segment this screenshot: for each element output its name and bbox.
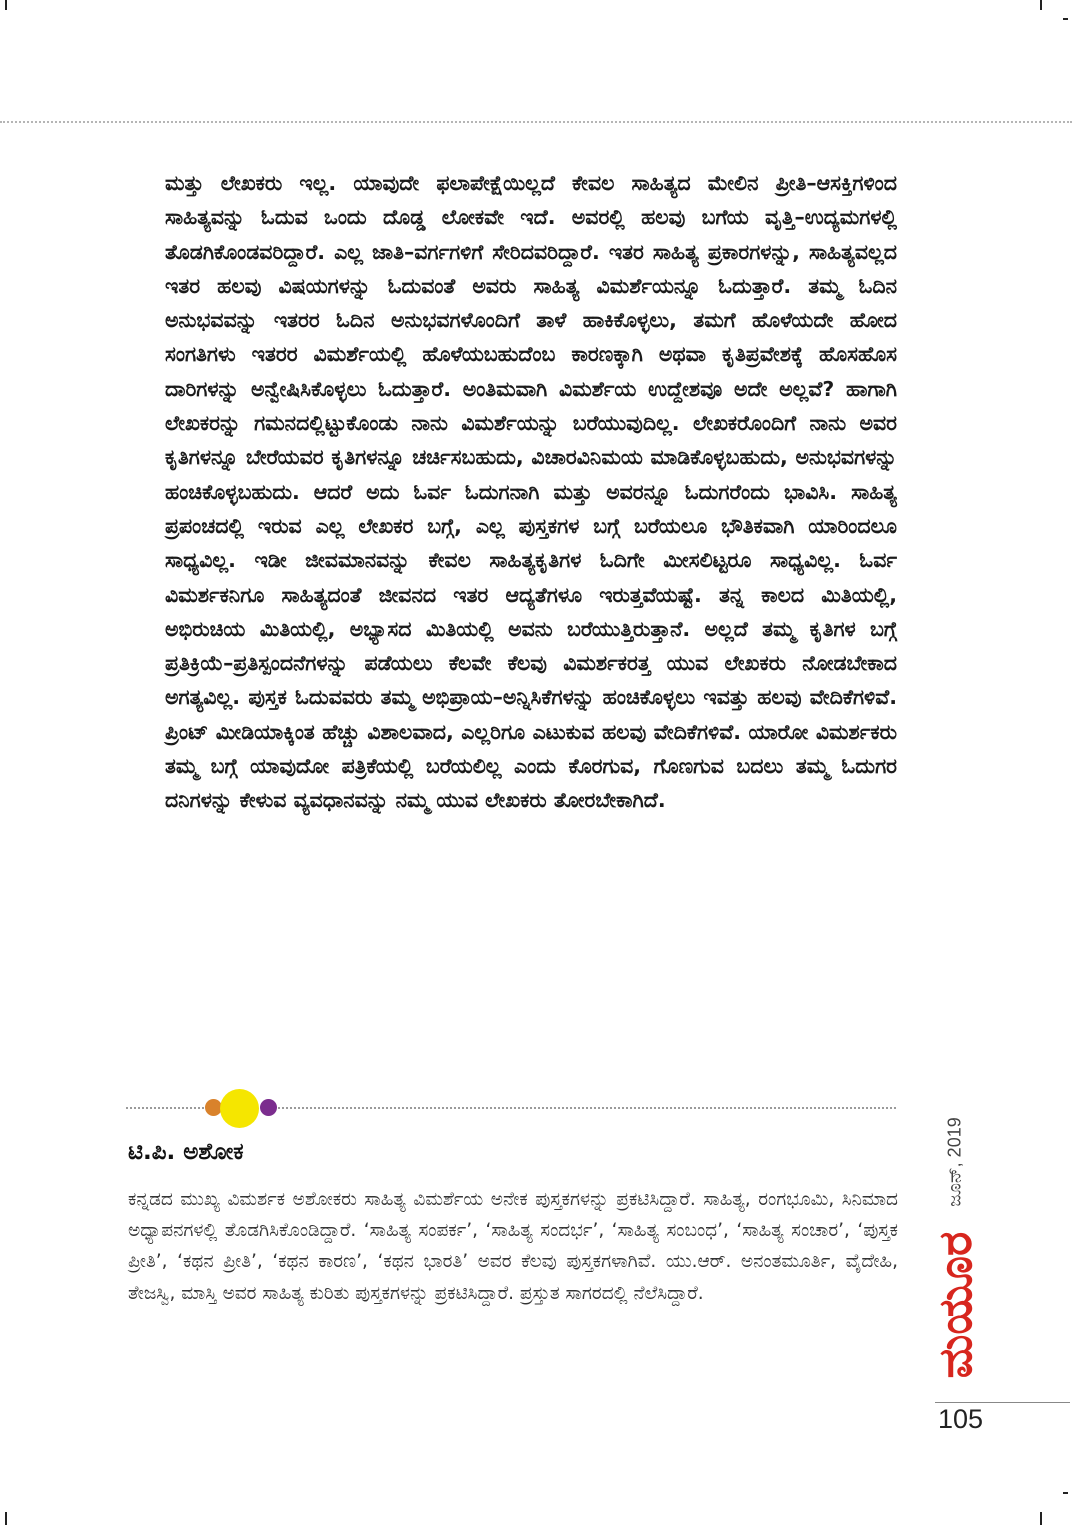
magazine-logo: ಮಯೂರ [928,1231,982,1379]
yellow-dot [220,1089,259,1128]
crop-mark-top-left [5,0,7,10]
author-name: ಟಿ.ಪಿ. ಅಶೋಕ [128,1139,244,1165]
issue-date: ಜೂನ್, 2019 [944,1117,965,1207]
page-number: 105 [938,1404,984,1434]
purple-dot [260,1099,277,1116]
crop-mark-right-upper [1063,18,1068,20]
top-dotted-rule [0,121,1072,123]
crop-mark-bottom-right [1040,1512,1042,1525]
crop-mark-top-right [1040,0,1042,10]
author-bio: ಕನ್ನಡದ ಮುಖ್ಯ ವಿಮರ್ಶಕ ಅಶೋಕರು ಸಾಹಿತ್ಯ ವಿಮರ್ಶೆಯ ಅನೇಕ ಪುಸ್ತಕಗಳನ್ನು ಪ್ರಕಟಿಸಿದ್ದಾರೆ. ಸಾಹಿತ್ಯ, ರಂಗಭೂಮಿ, ಸಿನಿಮಾದ ಅಧ್ಯಾಪನಗಳಲ್ಲಿ ತೊಡಗಿಸಿಕೊಂಡಿದ್ದಾರೆ. ‘ಸಾಹಿತ್ಯ ಸಂಪರ್ಕ’, ‘ಸಾಹಿತ್ಯ ಸಂದರ್ಭ’, ‘ಸಾಹಿತ್ಯ ಸಂಬಂಧ’, ‘ಸಾಹಿತ್ಯ ಸಂಚಾರ’, ‘ಪುಸ್ತಕ ಪ್ರೀತಿ’, ‘ಕಥನ ಪ್ರೀತಿ’, ‘ಕಥನ ಕಾರಣ’, ‘ಕಥನ ಭಾರತಿ’ ಅವರ ಕೆಲವು ಪುಸ್ತಕಗಳಾಗಿವೆ. ಯು.ಆರ್. ಅನಂತಮೂರ್ತಿ, ವೈದೇಹಿ, ತೇಜಸ್ವಿ, ಮಾಸ್ತಿ ಅವರ ಸಾಹಿತ್ಯ ಕುರಿತು ಪುಸ್ತಕಗಳನ್ನು ಪ್ರಕಟಿಸಿದ್ದಾರೆ. ಪ್ರಸ್ತುತ ಸಾಗರದಲ್ಲಿ ನೆಲೆಸಿದ್ದಾರೆ. [128,1189,898,1304]
bio-dotted-rule-right [278,1107,896,1109]
crop-mark-bottom-left [5,1512,7,1525]
crop-mark-right-lower [1063,1492,1068,1494]
article-paragraph: ಮತ್ತು ಲೇಖಕರು ಇಲ್ಲ. ಯಾವುದೇ ಫಲಾಪೇಕ್ಷೆಯಿಲ್ಲದೆ ಕೇವಲ ಸಾಹಿತ್ಯದ ಮೇಲಿನ ಪ್ರೀತಿ–ಆಸಕ್ತಿಗಳಿಂದ ಸಾಹಿತ್ಯವನ್ನು ಓದುವ ಒಂದು ದೊಡ್ಡ ಲೋಕವೇ ಇದೆ. ಅವರಲ್ಲಿ ಹಲವು ಬಗೆಯ ವೃತ್ತಿ–ಉದ್ಯಮಗಳಲ್ಲಿ ತೊಡಗಿಕೊಂಡವರಿದ್ದಾರೆ. ಎಲ್ಲ ಜಾತಿ–ವರ್ಗಗಳಿಗೆ ಸೇರಿದವರಿದ್ದಾರೆ. ಇತರ ಸಾಹಿತ್ಯ ಪ್ರಕಾರಗಳನ್ನು, ಸಾಹಿತ್ಯವಲ್ಲದ ಇತರ ಹಲವು ವಿಷಯಗಳನ್ನು ಓದುವಂತೆ ಅವರು ಸಾಹಿತ್ಯ ವಿಮರ್ಶೆಯನ್ನೂ ಓದುತ್ತಾರೆ. ತಮ್ಮ ಓದಿನ ಅನುಭವವನ್ನು ಇತರರ ಓದಿನ ಅನುಭವಗಳೊಂದಿಗೆ ತಾಳೆ ಹಾಕಿಕೊಳ್ಳಲು, ತಮಗೆ ಹೊಳೆಯದೇ ಹೋದ ಸಂಗತಿಗಳು ಇತರರ ವಿಮರ್ಶೆಯಲ್ಲಿ ಹೊಳೆಯಬಹುದೆಂಬ ಕಾರಣಕ್ಕಾಗಿ ಅಥವಾ ಕೃತಿಪ್ರವೇಶಕ್ಕೆ ಹೊಸಹೊಸ ದಾರಿಗಳನ್ನು ಅನ್ವೇಷಿಸಿಕೊಳ್ಳಲು ಓದುತ್ತಾರೆ. ಅಂತಿಮವಾಗಿ ವಿಮರ್ಶೆಯ ಉದ್ದೇಶವೂ ಅದೇ ಅಲ್ಲವೆ? ಹಾಗಾಗಿ ಲೇಖಕರನ್ನು ಗಮನದಲ್ಲಿಟ್ಟುಕೊಂಡು ನಾನು ವಿಮರ್ಶೆಯನ್ನು ಬರೆಯುವುದಿಲ್ಲ. ಲೇಖಕರೊಂದಿಗೆ ನಾನು ಅವರ ಕೃತಿಗಳನ್ನೂ ಬೇರೆಯವರ ಕೃತಿಗಳನ್ನೂ ಚರ್ಚಿಸಬಹುದು, ವಿಚಾರವಿನಿಮಯ ಮಾಡಿಕೊಳ್ಳಬಹುದು, ಅನುಭವಗಳನ್ನು ಹಂಚಿಕೊಳ್ಳಬಹುದು. ಆದರೆ ಅದು ಓರ್ವ ಓದುಗನಾಗಿ ಮತ್ತು ಅವರನ್ನೂ ಓದುಗರೆಂದು ಭಾವಿಸಿ. ಸಾಹಿತ್ಯ ಪ್ರಪಂಚದಲ್ಲಿ ಇರುವ ಎಲ್ಲ ಲೇಖಕರ ಬಗ್ಗೆ, ಎಲ್ಲ ಪುಸ್ತಕಗಳ ಬಗ್ಗೆ ಬರೆಯಲೂ ಭೌತಿಕವಾಗಿ ಯಾರಿಂದಲೂ ಸಾಧ್ಯವಿಲ್ಲ. ಇಡೀ ಜೀವಮಾನವನ್ನು ಕೇವಲ ಸಾಹಿತ್ಯಕೃತಿಗಳ ಓದಿಗೇ ಮೀಸಲಿಟ್ಟರೂ ಸಾಧ್ಯವಿಲ್ಲ. ಓರ್ವ ವಿಮರ್ಶಕನಿಗೂ ಸಾಹಿತ್ಯದಂತೆ ಜೀವನದ ಇತರ ಆದ್ಯತೆಗಳೂ ಇರುತ್ತವೆಯಷ್ಟೆ. ತನ್ನ ಕಾಲದ ಮಿತಿಯಲ್ಲಿ, ಅಭಿರುಚಿಯ ಮಿತಿಯಲ್ಲಿ, ಅಭ್ಯಾಸದ ಮಿತಿಯಲ್ಲಿ ಅವನು ಬರೆಯುತ್ತಿರುತ್ತಾನೆ. ಅಲ್ಲದೆ ತಮ್ಮ ಕೃತಿಗಳ ಬಗ್ಗೆ ಪ್ರತಿಕ್ರಿಯೆ–ಪ್ರತಿಸ್ಪಂದನೆಗಳನ್ನು ಪಡೆಯಲು ಕೆಲವೇ ಕೆಲವು ವಿಮರ್ಶಕರತ್ತ ಯುವ ಲೇಖಕರು ನೋಡಬೇಕಾದ ಅಗತ್ಯವಿಲ್ಲ. ಪುಸ್ತಕ ಓದುವವರು ತಮ್ಮ ಅಭಿಪ್ರಾಯ–ಅನ್ನಿಸಿಕೆಗಳನ್ನು ಹಂಚಿಕೊಳ್ಳಲು ಇವತ್ತು ಹಲವು ವೇದಿಕೆಗಳಿವೆ. ಪ್ರಿಂಟ್ ಮೀಡಿಯಾಕ್ಕಿಂತ ಹೆಚ್ಚು ವಿಶಾಲವಾದ, ಎಲ್ಲರಿಗೂ ಎಟುಕುವ ಹಲವು ವೇದಿಕೆಗಳಿವೆ. ಯಾರೋ ವಿಮರ್ಶಕರು ತಮ್ಮ ಬಗ್ಗೆ ಯಾವುದೋ ಪತ್ರಿಕೆಯಲ್ಲಿ ಬರೆಯಲಿಲ್ಲ ಎಂದು ಕೊರಗುವ, ಗೊಣಗುವ ಬದಲು ತಮ್ಮ ಓದುಗರ ದನಿಗಳನ್ನು ಕೇಳುವ ವ್ಯವಧಾನವನ್ನು ನಮ್ಮ ಯುವ ಲೇಖಕರು ತೋರಬೇಕಾಗಿದೆ. [165,171,897,813]
page-number-rule [935,1402,1070,1403]
bio-dotted-rule-left [126,1107,208,1109]
